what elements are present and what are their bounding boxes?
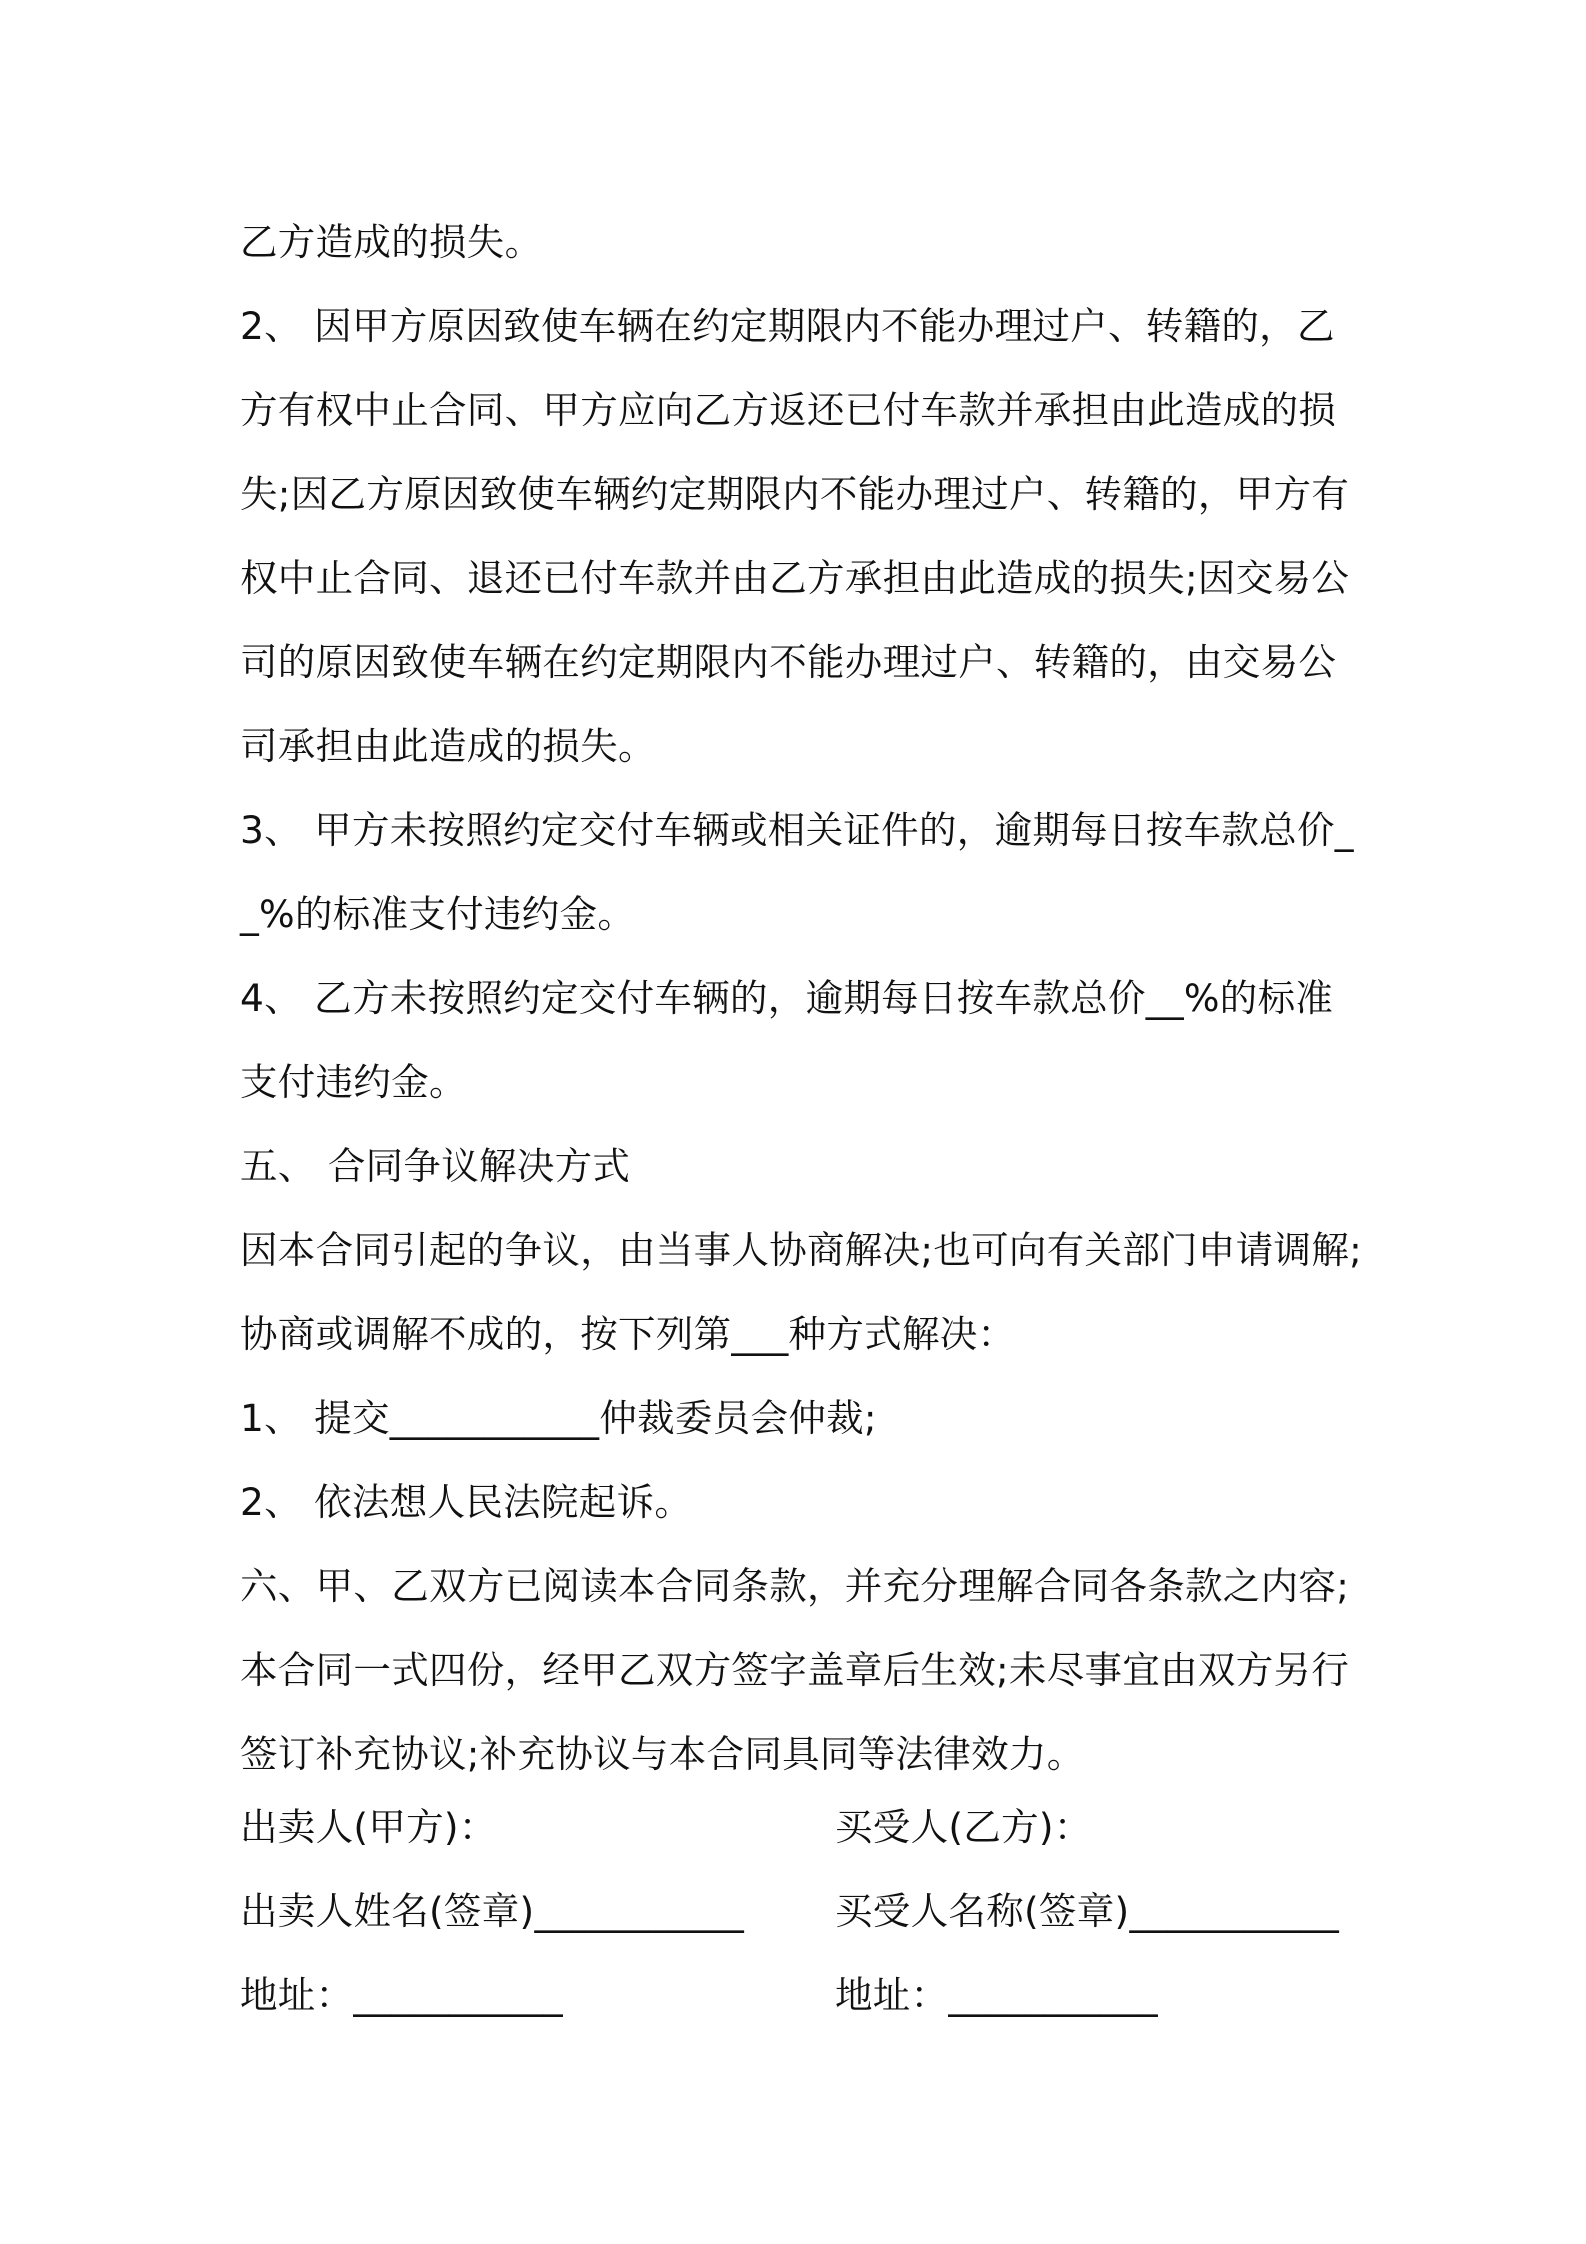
clause-4: 4、 乙方未按照约定交付车辆的，逾期每日按车款总价__%的标准支付违约金。 bbox=[240, 976, 1334, 1104]
seller-party-label: 出卖人(甲方)： bbox=[240, 1805, 497, 1849]
clause-2: 2、 因甲方原因致使车辆在约定期限内不能办理过户、转籍的，乙方有权中止合同、甲方应向乙方返还已付车款并承担由此造成的损失;因乙方原因致使车辆约定期限内不能办理过户、转籍的，甲方有权中止合同、退还已付车款并由乙方承担由此造成的损失;因交易公司的原因致使车辆在约定期限内不能办理过户、转籍的，由交易公司承担由此造成的损失。 bbox=[240, 304, 1350, 768]
seller-address-line: 地址：___________ bbox=[240, 1973, 563, 2017]
buyer-address-line: 地址：___________ bbox=[835, 1973, 1158, 2017]
seller-signature-column bbox=[240, 1785, 835, 2037]
paragraph-continuation: 乙方造成的损失。 bbox=[240, 220, 543, 264]
dispute-text-1: 因本合同引起的争议，由当事人协商解决;也可向有关部门申请调解; bbox=[240, 1228, 1363, 1272]
clause-6: 六、甲、乙双方已阅读本合同条款，并充分理解合同各条款之内容;本合同一式四份，经甲乙双方签字盖章后生效;未尽事宜由双方另行签订补充协议;补充协议与本合同具同等法律效力。 bbox=[240, 1564, 1350, 1776]
clause-3: 3、 甲方未按照约定交付车辆或相关证件的，逾期每日按车款总价__%的标准支付违约金。 bbox=[240, 808, 1354, 936]
dispute-text-2: 协商或调解不成的，按下列第___种方式解决： bbox=[240, 1312, 1016, 1356]
buyer-name-line: 买受人名称(签章)___________ bbox=[835, 1889, 1340, 1933]
contract-body bbox=[240, 200, 1368, 1796]
dispute-option-1: 1、 提交___________仲裁委员会仲裁; bbox=[240, 1396, 877, 1440]
buyer-signature-column bbox=[835, 1785, 1368, 2037]
section-heading-dispute: 五、 合同争议解决方式 bbox=[240, 1144, 631, 1188]
signature-block bbox=[240, 1785, 1368, 2037]
dispute-option-2: 2、 依法想人民法院起诉。 bbox=[240, 1480, 693, 1524]
seller-name-line: 出卖人姓名(签章)___________ bbox=[240, 1889, 745, 1933]
buyer-party-label: 买受人(乙方)： bbox=[835, 1805, 1092, 1849]
